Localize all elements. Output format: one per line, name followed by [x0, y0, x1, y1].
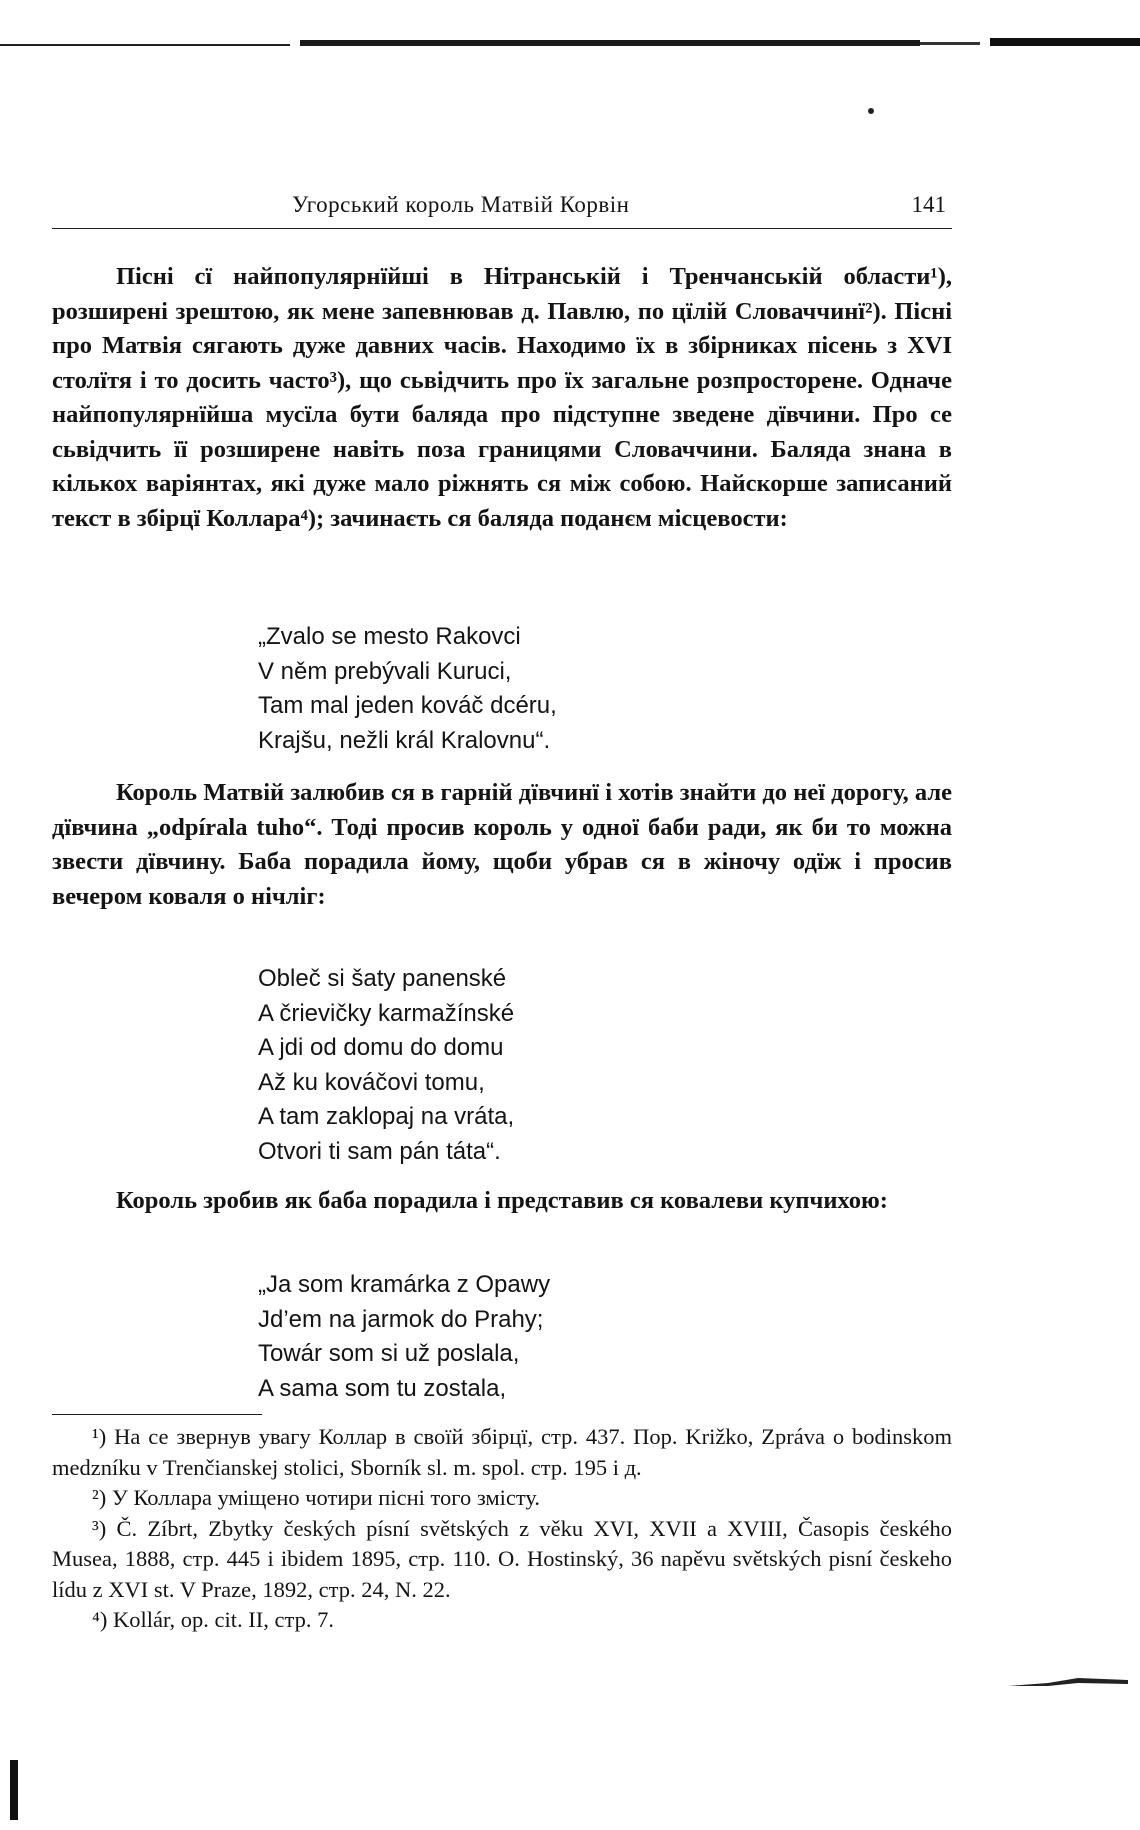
verse-line: „Zvalo se mesto Rakovci	[258, 623, 521, 650]
paragraph-king	[52, 776, 952, 914]
scan-speck	[868, 108, 874, 114]
verse-line: A jdi od domu do domu	[258, 1034, 504, 1061]
paragraph-text: Король зробив як баба порадила і представив ся ковалеви купчихою:	[116, 1187, 888, 1214]
verse-zvalo	[258, 620, 557, 758]
footnote-1: ¹) На се звернув увагу Коллар в своїй збірцї, стр. 437. Пор. Križko, Zpráva o bodinskom medzníku v Trenčianskej stolici, Sborník sl. m. spol. стр. 195 і д.	[52, 1424, 952, 1480]
verse-kramarka	[258, 1268, 550, 1406]
paragraph-text: Пісні сї найпопулярнїйші в Нітранській і Тренчанській области¹), розширені зрештою, як мене запевнював д. Павлю, по цїлій Словаччинї²). Пісні про Матвія сягають дуже давних часів. Находимо їх в збірниках пісень з XVI столїтя і то досить часто³), що сьвідчить про їх загальне розпросторене. Одначе найпопулярнїйша мусїла бути баляда про підступне зведене дївчини. Про се сьвідчить її розширене навіть поза границями Словаччини. Баляда знана в кількох варіянтах, які дуже мало ріжнять ся між собою. Найскорше записаний текст в збірцї Коллара⁴); зачинаєть ся баляда поданєм місцевости:	[52, 263, 952, 532]
scan-margin-mark	[1008, 1674, 1128, 1690]
verse-line: A sama som tu zostala,	[258, 1374, 507, 1402]
verse-line: Až ku kováčovi tomu,	[258, 1068, 485, 1096]
footnote-2: ²) У Коллара уміщено чотири пісні того змісту.	[92, 1485, 541, 1510]
paragraph-text: Король Матвій залюбив ся в гарній дївчинї і хотів знайти до неї дорогу, але дївчина „odpírala tuho“. Тоді просив король у одної баби ради, як би то можна звести дївчину. Баба порадила йому, щоби убрав ся в жіночу одїж і просив вечером коваля о нічліг:	[52, 779, 952, 910]
verse-line: Otvori ti sam pán táta“.	[258, 1137, 501, 1165]
verse-line: V něm prebývali Kuruci,	[258, 657, 512, 685]
verse-line: Towár som si už poslala,	[258, 1340, 520, 1367]
footnote-divider	[52, 1414, 262, 1415]
page-header	[52, 190, 952, 229]
verse-line: Jd’em na jarmok do Prahy;	[258, 1305, 544, 1333]
verse-line: Tam mal jeden kováč dcéru,	[258, 692, 557, 719]
verse-oblec	[258, 962, 514, 1169]
verse-line: Krajšu, nežli král Kralovnu“.	[258, 726, 551, 754]
scan-margin-bar	[10, 1760, 18, 1820]
verse-line: A črievičky karmažínské	[258, 999, 515, 1027]
page-number: 141	[911, 192, 946, 217]
paragraph-merchant	[52, 1184, 952, 1219]
verse-line: A tam zaklopaj na vráta,	[258, 1103, 515, 1130]
running-title: Угорський король Матвій Корвін	[292, 192, 630, 217]
footnote-4: ⁴) Kollár, op. cit. II, стр. 7.	[92, 1607, 334, 1632]
verse-line: „Ja som kramárka z Opawy	[258, 1271, 551, 1298]
verse-line: Obleč si šaty panenské	[258, 965, 507, 992]
paragraph-intro	[52, 260, 952, 536]
footnotes	[52, 1422, 952, 1636]
footnote-3: ³) Č. Zíbrt, Zbytky českých písní světských z věku XVI, XVII a XVIII, Časopis českého Musea, 1888, стр. 445 і ibidem 1895, стр. 110. O. Hostinský, 36 napěvu světských pisní českeho lídu z XVI st. V Praze, 1892, стр. 24, N. 22.	[52, 1515, 952, 1602]
scan-edge-artifact	[0, 36, 1140, 54]
